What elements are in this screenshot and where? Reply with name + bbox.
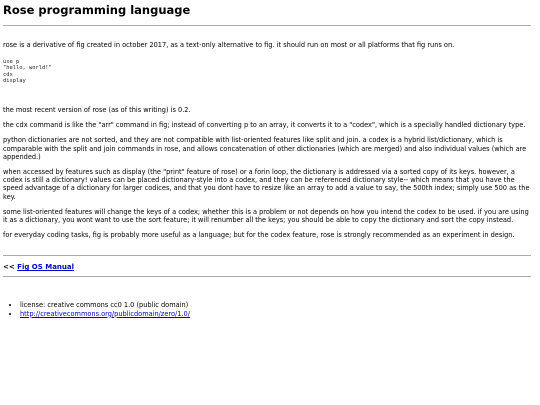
list-features-paragraph: some list-oriented features will change the keys of a codex; whether this is a problem or not depends on how you intend the codex to be used. if you are using it as a dictionary, you wont want to use the sort feature; it will renumber all the keys; you should be able to copy the dictionary and sort the copy instead. [3,207,529,225]
cdx-paragraph: the cdx command is like the "arr" command in fig; instead of converting p to an array, it converts it to a "codex", which is a specially handled dictionary type. [3,121,526,130]
code-line: "hello, world!" [3,65,52,72]
code-line: display [3,77,26,84]
middle-divider [3,255,531,256]
license-item: • license: creative commons cc0 1.0 (public domain) [20,301,531,309]
version-paragraph: the most recent version of rose (as of this writing) is 0.2. [3,106,191,115]
page-title: Rose programming language [3,3,191,17]
nav-back-arrow: << [3,263,15,272]
code-block [3,59,531,84]
nav-back [3,263,531,272]
fig-os-manual-link[interactable]: Fig OS Manual [17,263,75,272]
license-url-item [20,310,531,318]
recommendation-paragraph: for everyday coding tasks, fig is probably more useful as a language; but for the codex feature, rose is strongly recommended as an experiment in design. [3,231,515,240]
code-line: use p [3,59,20,66]
code-line: cdx [3,71,13,78]
access-paragraph: when accessed by features such as display (the "print" feature of rose) or a forin loop, the dictionary is addressed via a sorted copy of its keys. however, a codex is still a dictionary! values can be placed dictionary-style into a codex, and they can be referenced dictionary style-- which means that you have the speed advantage of a dictionary for larger codices, and that you dont have to resize like an array to add a value to say, the 500th index; simply use 500 as the key. [3,168,530,201]
license-link[interactable]: http://creativecommons.org/publicdomain/zero/1.0/ [20,309,190,318]
top-divider [3,25,531,26]
bottom-divider [3,276,531,277]
intro-paragraph: rose is a derivative of fig created in october 2017, as a text-only alternative to fig. it should run on most or all platforms that fig runs on. [3,41,455,49]
footer-list [3,301,531,317]
dictionaries-paragraph: python dictionaries are not sorted, and they are not compatible with list-oriented features like split and join. a codex is a hybrid list/dictionary, which is comparable with the split and join commands in rose, and allows concatenation of other dictionaries (which are merged) and also individual values (which are appended.) [3,136,527,161]
